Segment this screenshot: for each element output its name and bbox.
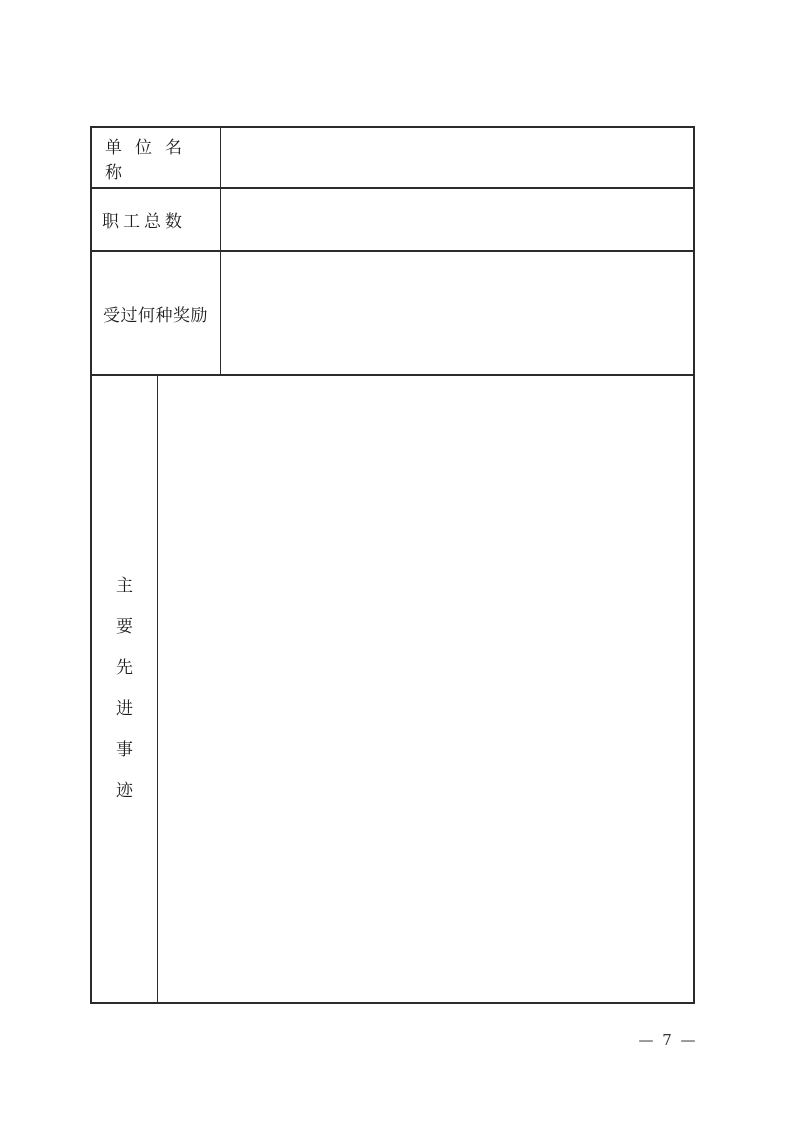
table-row-awards xyxy=(92,252,693,376)
table-row-main-deeds xyxy=(92,376,693,1002)
staff-total-label: 职工总数 xyxy=(92,189,221,250)
table-row-unit-name xyxy=(92,128,693,189)
awards-received-label: 受过何种奖励 xyxy=(92,252,221,374)
main-deeds-label-char: 进 xyxy=(116,699,133,719)
table-row-staff-total xyxy=(92,189,693,252)
unit-name-label: 单位名称 xyxy=(92,128,221,187)
award-form-table xyxy=(90,126,695,1004)
main-deeds-label-char: 先 xyxy=(116,658,133,678)
staff-total-input-cell[interactable] xyxy=(221,189,693,250)
unit-name-input-cell[interactable] xyxy=(221,128,693,187)
main-deeds-label-char: 事 xyxy=(116,740,133,760)
page-number: — 7 — xyxy=(638,1031,698,1049)
main-deeds-input-cell[interactable] xyxy=(158,376,693,1002)
main-deeds-label xyxy=(92,376,158,1002)
main-deeds-label-char: 迹 xyxy=(116,781,133,801)
main-deeds-label-char: 主 xyxy=(116,576,133,596)
awards-received-input-cell[interactable] xyxy=(221,252,693,374)
main-deeds-label-char: 要 xyxy=(116,617,133,637)
